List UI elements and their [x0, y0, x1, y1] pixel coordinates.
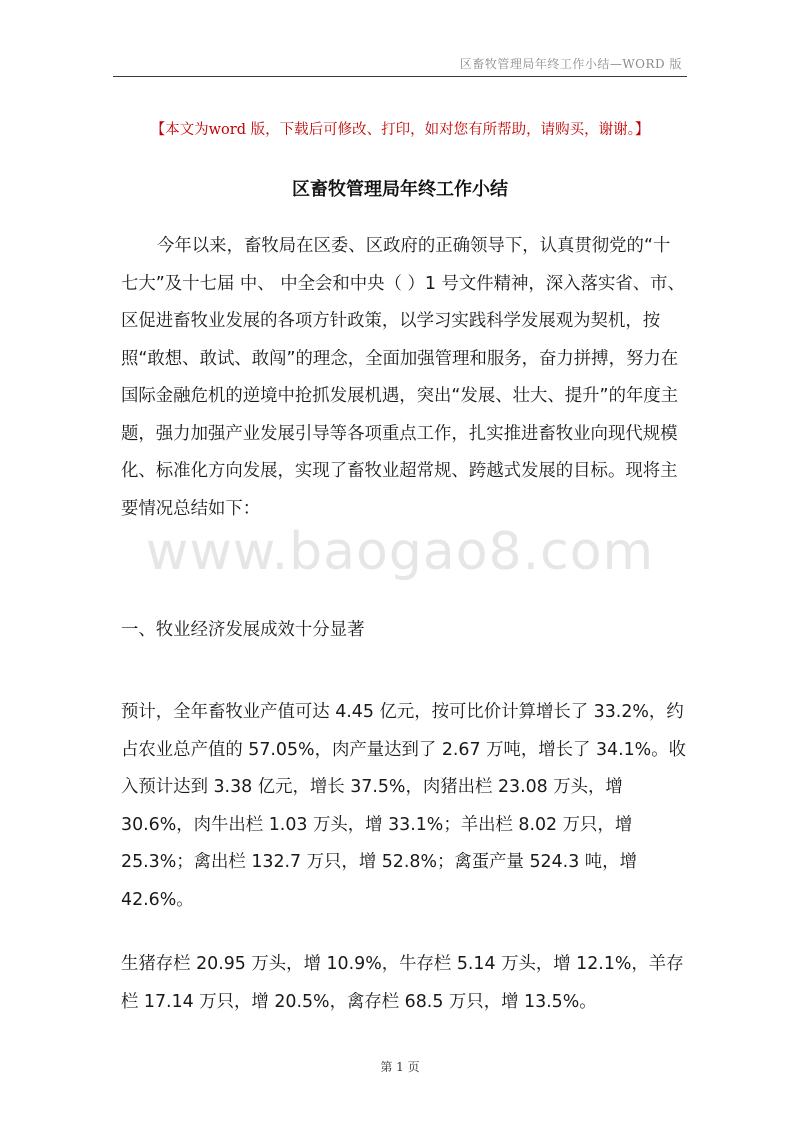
stats-paragraph-1 — [121, 694, 686, 919]
header-divider — [113, 76, 687, 77]
stats-paragraph-2 — [121, 946, 686, 1021]
watermark: www.baogao8.com — [145, 522, 655, 582]
stats-text-2: 生猪存栏 20.95 万头，增 10.9%，牛存栏 5.14 万头，增 12.1%，羊存栏 17.14 万只，增 20.5%，禽存栏 68.5 万只，增 13.5%。 — [121, 954, 684, 1012]
stats-text-1: 预计，全年畜牧业产值可达 4.45 亿元，按可比价计算增长了 33.2%，约占农业总产值的 57.05%，肉产量达到了 2.67 万吨，增长了 34.1%。收入预计达到 3.38 亿元，增长 37.5%，肉猪出栏 23.08 万头，增 30.6%，肉牛出栏 1.03 万头，增 33.1%；羊出栏 8.02 万只，增 25.3%；禽出栏 132.7 万只，增 52.8%；禽蛋产量 524.3 吨，增 42.6%。 — [121, 702, 686, 910]
section-heading-text: 一、牧业经济发展成效十分显著 — [121, 620, 365, 640]
document-title: 区畜牧管理局年终工作小结 — [292, 179, 508, 200]
running-header: 区畜牧管理局年终工作小结—WORD 版 — [459, 57, 682, 71]
intro-text: 今年以来，畜牧局在区委、区政府的正确领导下，认真贯彻党的“十七大”及十七届 中、 中全会和中央（ ）1 号文件精神，深入落实省、市、区促进畜牧业发展的各项方针政策，以学习实践科学发展观为契机，按照“敢想、敢试、敢闯”的理念，全面加强管理和服务，奋力拼搏，努力在国际金融危机的逆境中抢抓发展机遇，突出“发展、壮大、提升”的年度主题，强力加强产业发展引导等各项重点工作，扎实推进畜牧业向现代规模化、标准化方向发展，实现了畜牧业超常规、跨越式发展的目标。现将主要情况总结如下： — [121, 236, 685, 519]
download-notice: 【本文为word 版，下载后可修改、打印，如对您有所帮助，请购买，谢谢。】 — [150, 122, 650, 138]
section-heading — [121, 612, 686, 650]
intro-paragraph — [121, 228, 686, 528]
page-number: 第 1 页 — [380, 1060, 420, 1074]
